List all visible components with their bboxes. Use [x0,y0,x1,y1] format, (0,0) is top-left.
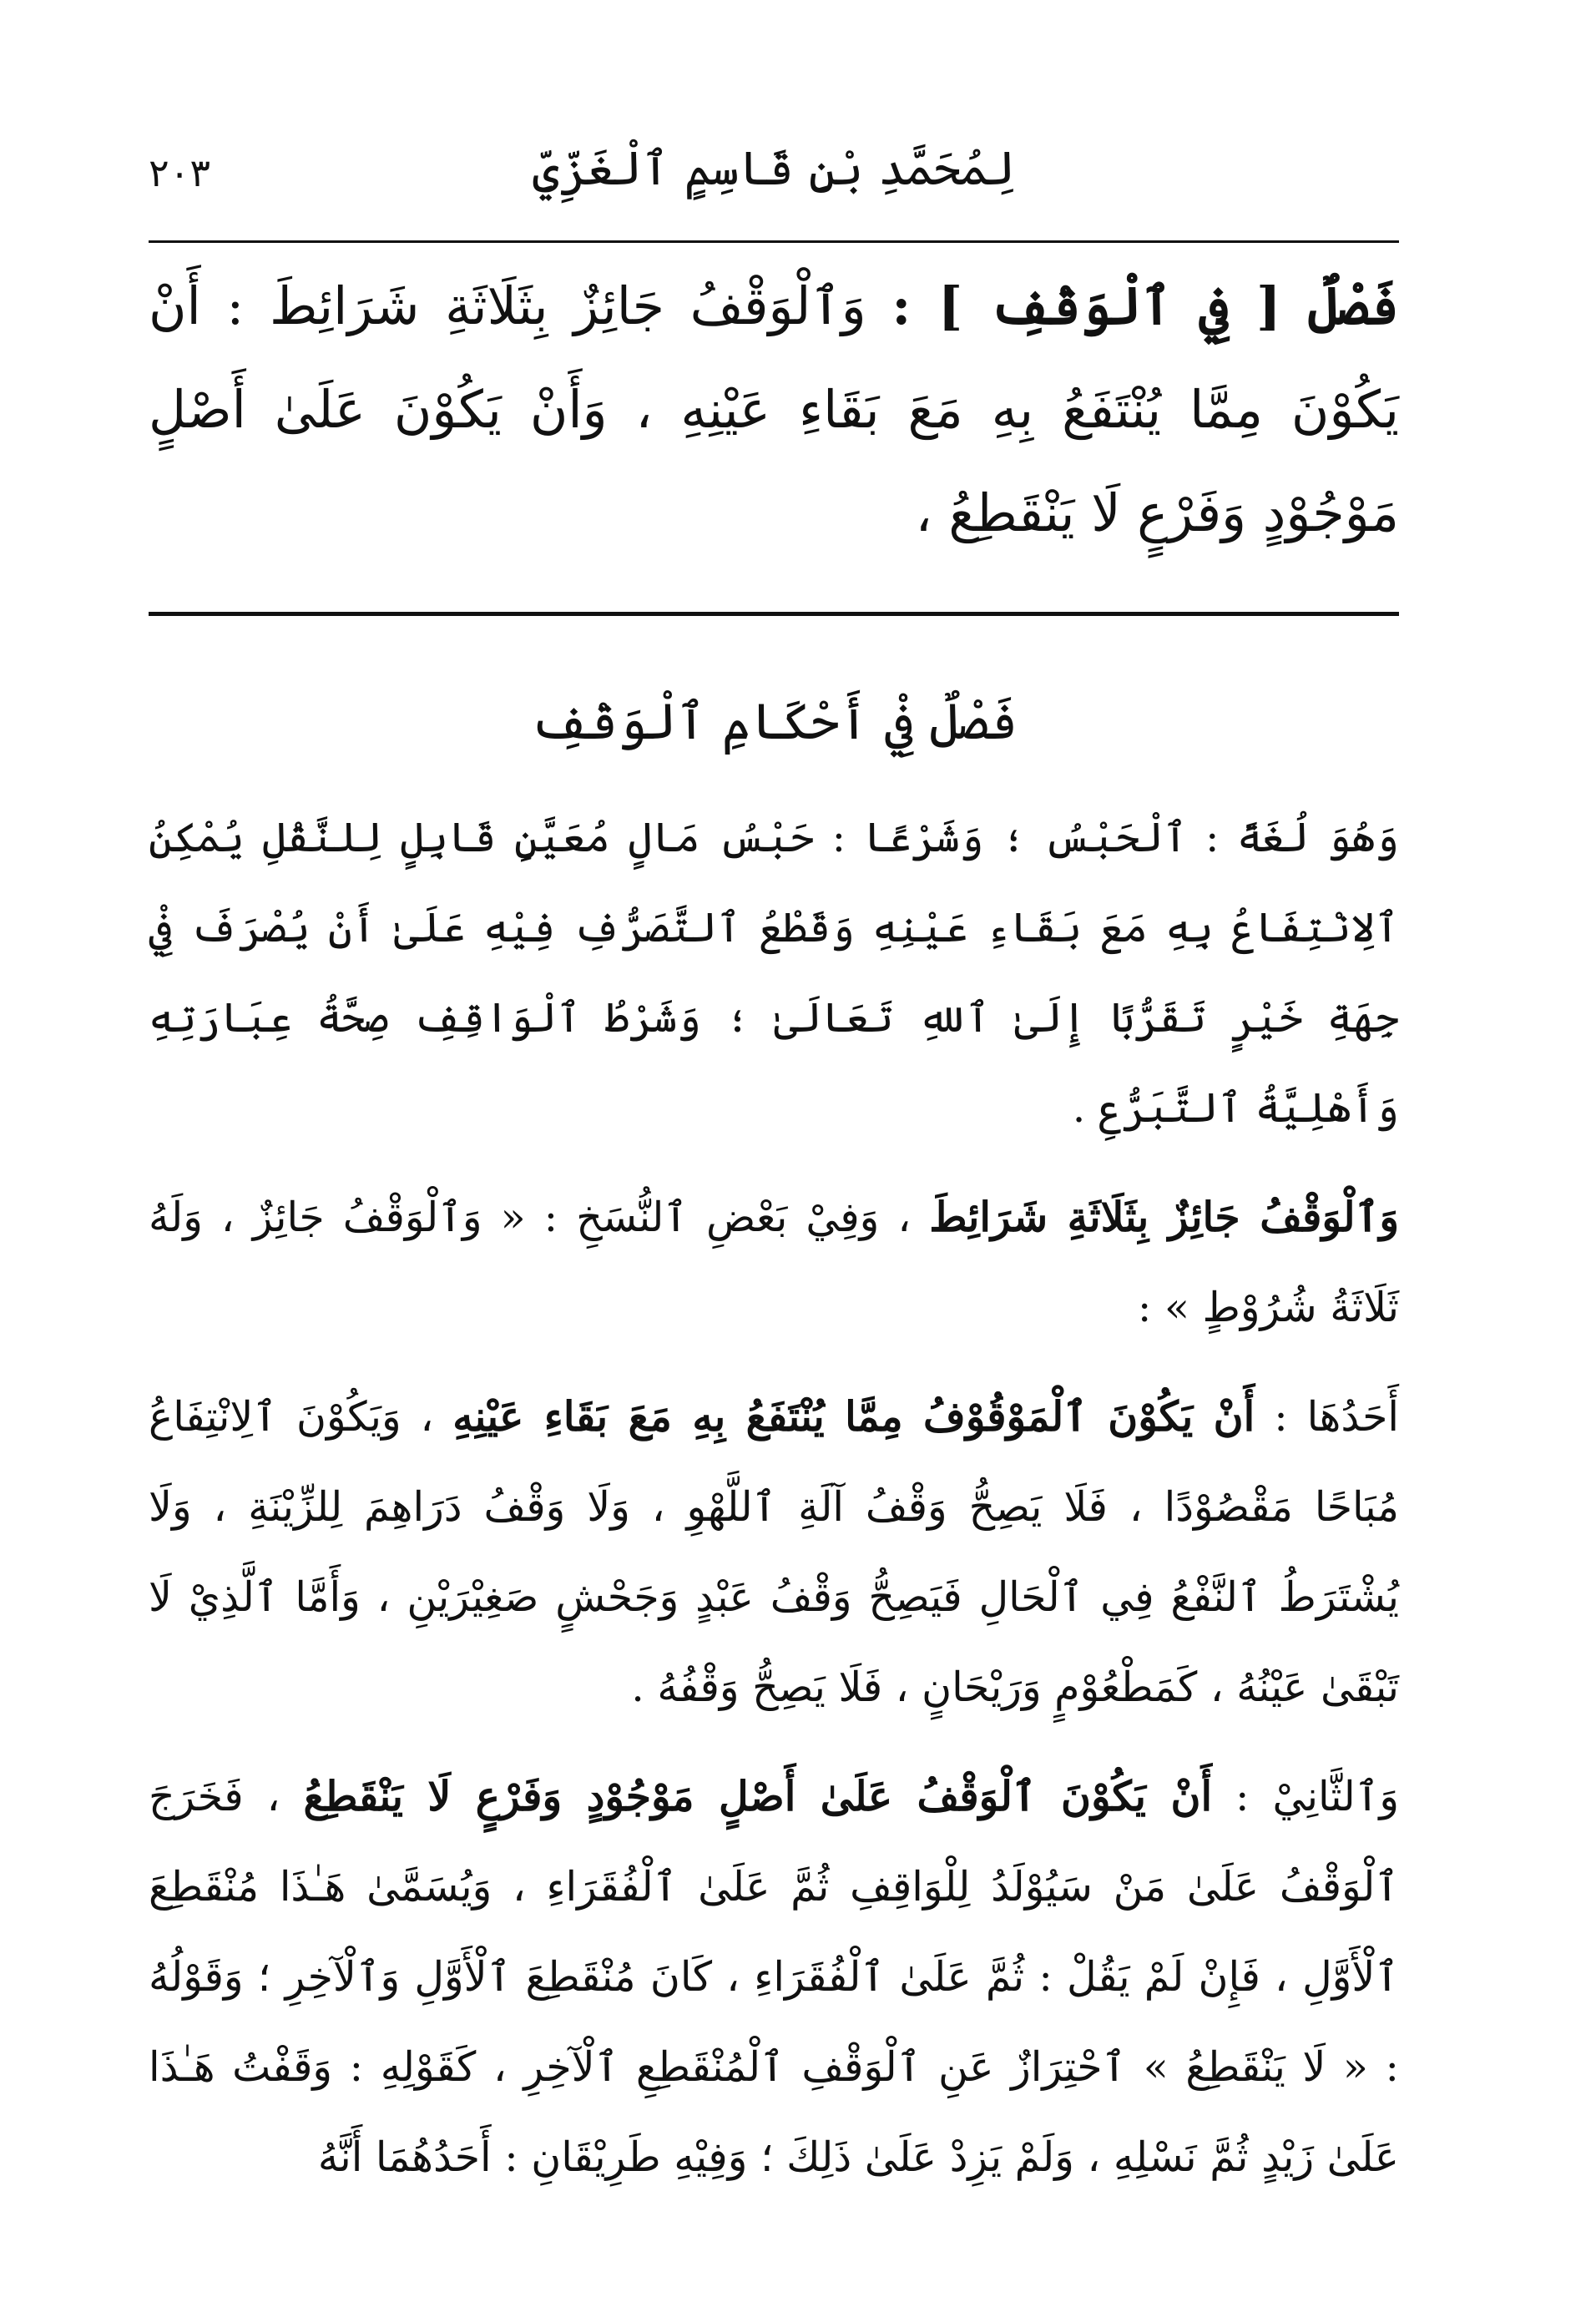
header-rule [149,240,1399,243]
matn-body: وَٱلْوَقْفُ جَائِزٌ بِثَلَاثَةِ شَرَائِطَ : أَنْ يَكُوْنَ مِمَّا يُنْتَفَعُ بِهِ مَعَ بَقَاءِ عَيْنِهِ ، وَأَنْ يَكُوْنَ عَلَىٰ أَصْلٍ مَوْجُوْدٍ وَفَرْعٍ لَا يَنْقَطِعُ ، [149,275,1399,543]
matn-quote: أَنْ يَكُوْنَ ٱلْوَقْفُ عَلَىٰ أَصْلٍ مَوْجُوْدٍ وَفَرْعٍ لَا يَنْقَطِعُ [303,1772,1213,1820]
running-title: لِمُحَمَّدِ بْنِ قَاسِمٍ ٱلْغَزِّيِّ [532,142,1016,196]
paragraph-first-condition [149,1371,1399,1733]
paragraph-text: ، وَيَكُوْنَ ٱلِانْتِفَاعُ مُبَاحًا مَقْصُوْدًا ، فَلَا يَصِحُّ وَقْفُ آلَةِ ٱللَّهْوِ ، وَلَا وَقْفُ دَرَاهِمَ لِلزِّيْنَةِ ، وَلَا يُشْتَرَطُ ٱلنَّفْعُ فِي ٱلْحَالِ فَيَصِحُّ وَقْفُ عَبْدٍ وَجَحْشٍ صَغِيْرَيْنِ ، وَأَمَّا ٱلَّذِيْ لَا تَبْقَىٰ عَيْنُهُ ، كَمَطْعُوْمٍ وَرَيْحَانٍ ، فَلَا يَصِحُّ وَقْفُهُ . [149,1393,1399,1711]
matn-quote: وَٱلْوَقْفُ جَائِزٌ بِثَلَاثَةِ شَرَائِطَ [929,1193,1399,1241]
section-title: فَصْلٌ فِيْ أَحْكَامِ ٱلْوَقْفِ [529,693,1018,751]
paragraph-lead: أَحَدُهَا : [1274,1393,1400,1441]
paragraph-lead: وَٱلثَّانِيْ : [1235,1773,1400,1820]
page-number: ٢٠٣ [149,150,211,195]
paragraph-text: ، وَفِيْ بَعْضِ ٱلنُّسَخِ : « وَٱلْوَقْفُ جَائِزٌ ، وَلَهُ ثَلَاثَةُ شُرُوْطٍ » : [149,1194,1399,1331]
commentary-body [149,793,1399,2221]
matn-separator-rule [149,612,1399,616]
matn-quote: أَنْ يَكُوْنَ ٱلْمَوْقُوْفُ مِمَّا يُنْتَفَعُ بِهِ مَعَ بَقَاءِ عَيْنِهِ [452,1392,1255,1441]
paragraph-text: وَهُوَ لُغَةً : ٱلْحَبْسُ ؛ وَشَرْعًا : حَبْسُ مَالٍ مُعَيَّنٍ قَابِلٍ لِلنَّقْلِ يُمْكِنُ ٱلِانْتِفَاعُ بِهِ مَعَ بَقَاءِ عَيْنِهِ وَقَطْعُ ٱلتَّصَرُّفِ فِيْهِ عَلَىٰ أَنْ يُصْرَفَ فِيْ جِهَةِ خَيْرٍ تَقَرُّبًا إِلَىٰ ٱللهِ تَعَالَىٰ ؛ وَشَرْطُ ٱلْوَاقِفِ صِحَّةُ عِبَارَتِهِ وَأَهْلِيَّةُ ٱلتَّبَرُّعِ . [149,814,1399,1132]
paragraph-second-condition [149,1751,1399,2203]
matn-text [149,255,1399,565]
matn-heading: فَصْلٌ [ فِي ٱلْوَقْفِ ] : [891,275,1399,336]
paragraph-definition [149,793,1399,1154]
page-header [149,134,1399,234]
paragraph-text: ، فَخَرَجَ ٱلْوَقْفُ عَلَىٰ مَنْ سَيُوْلَدُ لِلْوَاقِفِ ثُمَّ عَلَىٰ ٱلْفُقَرَاءِ ، وَيُسَمَّىٰ هَـٰذَا مُنْقَطِعَ ٱلْأَوَّلِ ، فَإِنْ لَمْ يَقُلْ : ثُمَّ عَلَىٰ ٱلْفُقَرَاءِ ، كَانَ مُنْقَطِعَ ٱلْأَوَّلِ وَٱلْآخِرِ ؛ وَقَوْلُهُ : « لَا يَنْقَطِعُ » ٱحْتِرَازٌ عَنِ ٱلْوَقْفِ ٱلْمُنْقَطِعِ ٱلْآخِرِ ، كَقَوْلِهِ : وَقَفْتُ هَـٰذَا عَلَىٰ زَيْدٍ ثُمَّ نَسْلِهِ ، وَلَمْ يَزِدْ عَلَىٰ ذَلِكَ ؛ وَفِيْهِ طَرِيْقَانِ : أَحَدُهُمَا أَنَّهُ [149,1773,1399,2181]
paragraph-conditions [149,1172,1399,1353]
